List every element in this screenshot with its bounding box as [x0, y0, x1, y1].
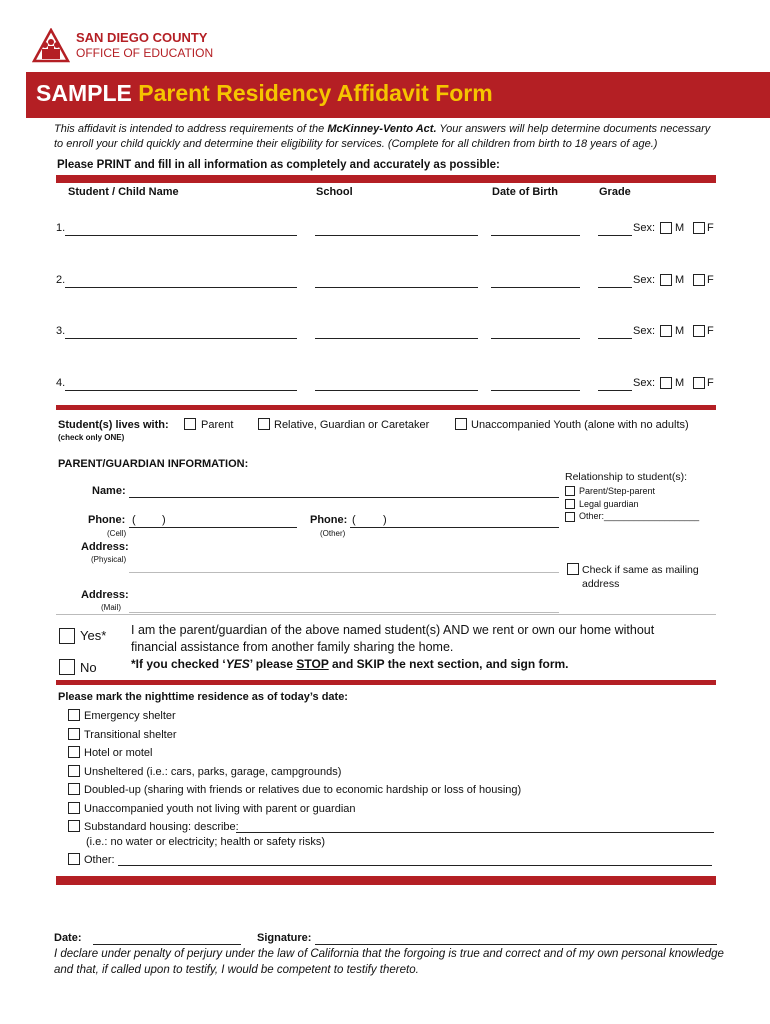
- phone-cell-label: Phone:: [88, 514, 126, 526]
- ownership-statement: I am the parent/guardian of the above named student(s) AND we rent or own our home without financial assistance from another family sharing the home.: [131, 623, 655, 654]
- note-part-c: and SKIP the next section, and sign form.: [328, 657, 569, 671]
- doubled-up-label: Doubled-up (sharing with friends or relatives due to economic hardship or loss of housing): [84, 784, 522, 796]
- sex-f-label: F: [707, 377, 714, 389]
- sex-label: Sex:: [633, 222, 656, 234]
- phone-cell-note: (Cell): [107, 529, 127, 538]
- student-name-field[interactable]: [65, 338, 297, 339]
- emergency-shelter-checkbox[interactable]: [68, 709, 80, 721]
- page-title: [36, 80, 493, 107]
- school-field[interactable]: [315, 287, 478, 288]
- sex-m-label: M: [675, 325, 685, 337]
- substandard-housing-field[interactable]: [236, 832, 714, 833]
- phone-other-paren-close: ): [383, 514, 387, 526]
- hotel-motel-checkbox[interactable]: [68, 746, 80, 758]
- grade-field[interactable]: [598, 235, 632, 236]
- dob-field[interactable]: [491, 235, 580, 236]
- intro-part1: This affidavit is intended to address requirements of the: [54, 123, 328, 135]
- nighttime-heading: Please mark the nighttime residence as of today’s date:: [58, 691, 348, 703]
- sex-m-checkbox[interactable]: [660, 222, 672, 234]
- relationship-parent-label: Parent/Step-parent: [579, 486, 656, 496]
- sex-f-checkbox[interactable]: [693, 274, 705, 286]
- grade-field[interactable]: [598, 287, 632, 288]
- phone-other-label: Phone:: [310, 514, 348, 526]
- phone-other-paren-open: (: [352, 514, 356, 526]
- yes-checkbox[interactable]: [59, 628, 75, 644]
- sex-label: Sex:: [633, 377, 656, 389]
- student-name-field[interactable]: [65, 235, 297, 236]
- unaccompanied-youth-checkbox[interactable]: [68, 802, 80, 814]
- signature-label: Signature:: [257, 932, 312, 944]
- lives-with-unaccompanied-label: Unaccompanied Youth (alone with no adults): [471, 419, 689, 431]
- phone-other-field[interactable]: [350, 527, 559, 528]
- mail-address-note: (Mail): [101, 603, 121, 612]
- school-field[interactable]: [315, 235, 478, 236]
- lives-with-relative-label: Relative, Guardian or Caretaker: [274, 419, 430, 431]
- relationship-other-label: Other:___________________: [579, 511, 700, 521]
- sex-m-checkbox[interactable]: [660, 325, 672, 337]
- sex-m-checkbox[interactable]: [660, 377, 672, 389]
- row-number: 4.: [56, 377, 66, 389]
- substandard-housing-checkbox[interactable]: [68, 820, 80, 832]
- other-residence-field[interactable]: [118, 865, 712, 866]
- relationship-parent-checkbox[interactable]: [565, 486, 575, 496]
- logo-line2: OFFICE OF EDUCATION: [76, 46, 214, 60]
- transitional-shelter-checkbox[interactable]: [68, 728, 80, 740]
- dob-field[interactable]: [491, 338, 580, 339]
- physical-address-label: Address:: [81, 541, 129, 553]
- other-residence-checkbox[interactable]: [68, 853, 80, 865]
- sex-f-checkbox[interactable]: [693, 325, 705, 337]
- lives-with-unaccompanied-checkbox[interactable]: [455, 418, 467, 430]
- sex-m-label: M: [675, 274, 685, 286]
- ownership-note: [131, 657, 569, 671]
- grade-field[interactable]: [598, 390, 632, 391]
- sex-m-label: M: [675, 222, 685, 234]
- note-part-b: ’ please: [249, 657, 297, 671]
- other-residence-label: Other:: [84, 854, 115, 866]
- grade-field[interactable]: [598, 338, 632, 339]
- hotel-motel-label: Hotel or motel: [84, 747, 153, 759]
- phone-cell-paren-close: ): [162, 514, 166, 526]
- dob-field[interactable]: [491, 287, 580, 288]
- note-stop: STOP: [296, 657, 329, 671]
- row-number: 3.: [56, 325, 66, 337]
- lives-with-relative-checkbox[interactable]: [258, 418, 270, 430]
- substandard-housing-note: (i.e.: no water or electricity; health or safety risks): [86, 836, 326, 848]
- relationship-heading: Relationship to student(s):: [565, 471, 687, 483]
- col-header-school: School: [316, 186, 353, 198]
- intro-act: McKinney-Vento Act.: [327, 123, 437, 135]
- print-instruction: Please PRINT and fill in all information as completely and accurately as possible:: [57, 159, 500, 171]
- same-as-mailing-label: Check if same as mailing address: [582, 564, 699, 590]
- yes-label: Yes*: [80, 628, 107, 643]
- phone-cell-field[interactable]: [129, 527, 297, 528]
- lives-with-label: Student(s) lives with:: [58, 419, 169, 431]
- intro-text: [54, 122, 722, 152]
- perjury-declaration: I declare under penalty of perjury under the law of California that the forgoing is true and correct and of my own personal knowledge and that, if called upon to testify, I would be competent to testify thereto.: [54, 948, 724, 976]
- mail-address-label: Address:: [81, 589, 129, 601]
- section-divider: [56, 175, 716, 183]
- sex-m-checkbox[interactable]: [660, 274, 672, 286]
- relationship-other-checkbox[interactable]: [565, 512, 575, 522]
- signature-field[interactable]: [315, 944, 717, 945]
- same-as-mailing-checkbox[interactable]: [567, 563, 579, 575]
- lives-with-parent-checkbox[interactable]: [184, 418, 196, 430]
- sex-f-checkbox[interactable]: [693, 222, 705, 234]
- col-header-dob: Date of Birth: [492, 186, 558, 198]
- physical-address-field[interactable]: [129, 572, 559, 573]
- school-field[interactable]: [315, 390, 478, 391]
- emergency-shelter-label: Emergency shelter: [84, 710, 176, 722]
- note-yes: YES: [225, 657, 250, 671]
- relationship-guardian-label: Legal guardian: [579, 499, 639, 509]
- lives-with-parent-label: Parent: [201, 419, 234, 431]
- row-number: 2.: [56, 274, 66, 286]
- student-name-field[interactable]: [65, 390, 297, 391]
- relationship-guardian-checkbox[interactable]: [565, 499, 575, 509]
- form-title: Parent Residency Affidavit Form: [138, 80, 493, 106]
- guardian-name-field[interactable]: [129, 497, 559, 498]
- phone-cell-paren-open: (: [132, 514, 136, 526]
- sex-f-label: F: [707, 274, 714, 286]
- no-checkbox[interactable]: [59, 659, 75, 675]
- section-divider: [56, 680, 716, 685]
- dob-field[interactable]: [491, 390, 580, 391]
- logo-line1: SAN DIEGO COUNTY: [76, 30, 208, 45]
- date-field[interactable]: [93, 944, 241, 945]
- phone-other-note: (Other): [320, 529, 346, 538]
- physical-address-note: (Physical): [91, 555, 127, 564]
- intro-part2: Your answers will help determine documents necessary to enroll your child quickly and determine their eligibility for services. (Complete for all children from birth to 18 years of age.): [54, 123, 711, 150]
- sample-label: SAMPLE: [36, 80, 132, 106]
- substandard-housing-label: Substandard housing: describe:: [84, 821, 239, 833]
- sex-label: Sex:: [633, 325, 656, 337]
- transitional-shelter-label: Transitional shelter: [84, 729, 177, 741]
- section-divider: [56, 405, 716, 410]
- sex-f-checkbox[interactable]: [693, 377, 705, 389]
- mail-address-field[interactable]: [129, 612, 559, 613]
- unsheltered-checkbox[interactable]: [68, 765, 80, 777]
- logo: [32, 28, 232, 64]
- school-field[interactable]: [315, 338, 478, 339]
- guardian-heading: PARENT/GUARDIAN INFORMATION:: [58, 458, 249, 470]
- section-divider: [56, 876, 716, 885]
- sex-f-label: F: [707, 325, 714, 337]
- doubled-up-checkbox[interactable]: [68, 783, 80, 795]
- unsheltered-label: Unsheltered (i.e.: cars, parks, garage, campgrounds): [84, 766, 342, 778]
- col-header-grade: Grade: [599, 186, 631, 198]
- date-label: Date:: [54, 932, 82, 944]
- section-separator: [56, 614, 716, 615]
- sex-m-label: M: [675, 377, 685, 389]
- col-header-name: Student / Child Name: [68, 186, 179, 198]
- lives-with-note: (check only ONE): [58, 433, 125, 442]
- note-part-a: *If you checked ‘: [131, 657, 226, 671]
- name-label: Name:: [92, 485, 126, 497]
- sdcoe-logo-icon: [32, 28, 70, 64]
- unaccompanied-youth-label: Unaccompanied youth not living with parent or guardian: [84, 803, 356, 815]
- sex-label: Sex:: [633, 274, 656, 286]
- sex-f-label: F: [707, 222, 714, 234]
- student-name-field[interactable]: [65, 287, 297, 288]
- no-label: No: [80, 660, 97, 675]
- row-number: 1.: [56, 222, 66, 234]
